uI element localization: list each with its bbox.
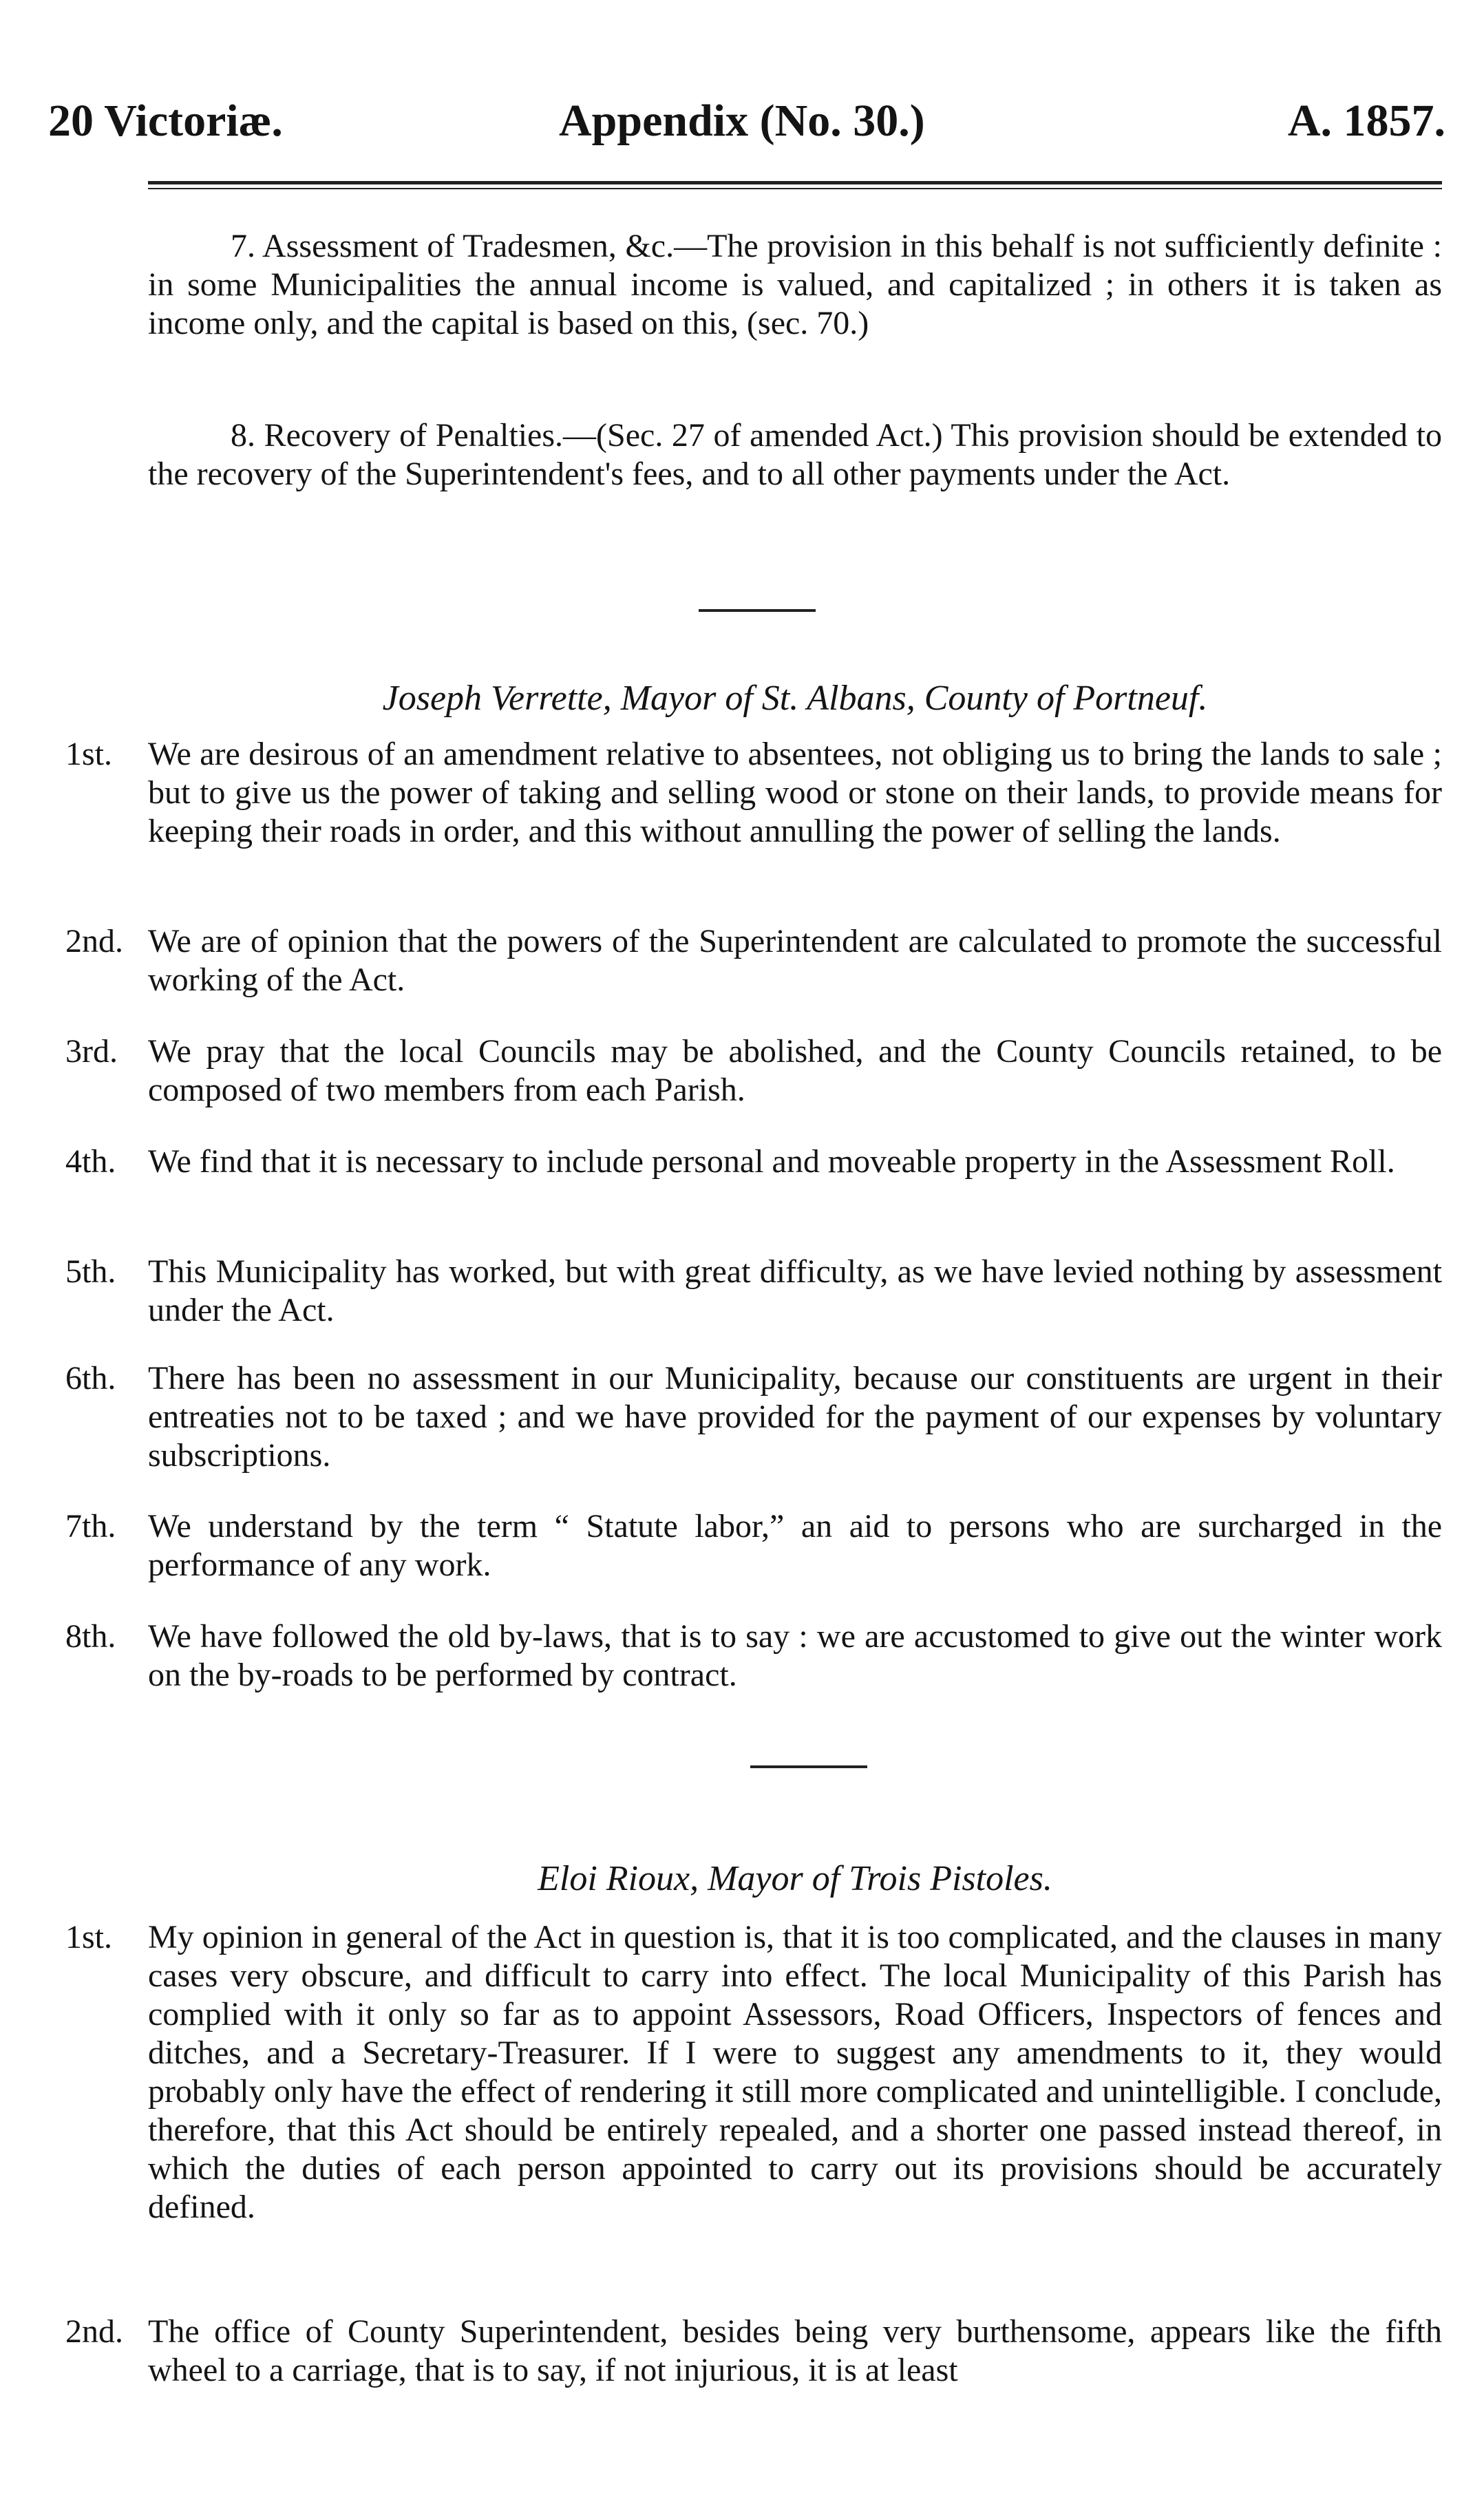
list-item xyxy=(65,1032,1442,1110)
item-text: This Municipality has worked, but with great difficulty, as we have levied nothing by assessment under the Act. xyxy=(148,1253,1442,1328)
list-item xyxy=(65,1617,1442,1695)
item-text: We are of opinion that the powers of the Superintendent are calculated to promote the successful working of the Act. xyxy=(148,923,1442,998)
item-number: 1st. xyxy=(65,736,113,772)
item-number: 6th. xyxy=(65,1360,116,1397)
list-item xyxy=(65,1918,1442,2227)
list-item xyxy=(65,1359,1442,1475)
item-number: 4th. xyxy=(65,1143,116,1180)
item-number: 7th. xyxy=(65,1508,116,1544)
header-rule xyxy=(148,181,1442,189)
paragraph-recovery-penalties: 8. Recovery of Penalties.—(Sec. 27 of amended Act.) This provision should be extended to the recovery of the Superintendent's fees, and to all other payments under the Act. xyxy=(148,417,1442,492)
item-text: My opinion in general of the Act in question is, that it is too complicated, and the clauses in many cases very obscure, and difficult to carry into effect. The local Municipality of this Parish has complied with it only so far as to appoint Assessors, Road Officers, Inspectors of fences and ditches, and a Secretary-Treasurer. If I were to suggest any amendments to it, they would probably only have the effect of rendering it still more complicated and unintelligible. I conclude, therefore, that this Act should be entirely repealed, and a shorter one passed instead thereof, in which the duties of each person appointed to carry out its provisions should be accurately defined. xyxy=(148,1919,1442,2225)
page-header xyxy=(48,95,1445,157)
list-item xyxy=(65,2313,1442,2390)
item-number: 2nd. xyxy=(65,923,123,959)
list-item xyxy=(65,1143,1442,1181)
section-divider xyxy=(699,609,816,612)
list-item xyxy=(65,1253,1442,1330)
item-text: We understand by the term “ Statute labor,” an aid to persons who are surcharged in the performance of any work. xyxy=(148,1508,1442,1583)
item-number: 1st. xyxy=(65,1919,113,1955)
section-heading-rioux: Eloi Rioux, Mayor of Trois Pistoles. xyxy=(538,1859,1052,1898)
list-item xyxy=(65,1507,1442,1584)
paragraph-assessment-tradesmen: 7. Assessment of Tradesmen, &c.—The provision in this behalf is not sufficiently definite : in some Municipalities the annual income is valued, and capitalized ; in others it is taken as income only, and the capital is based on this, (sec. 70.) xyxy=(148,228,1442,341)
item-number: 2nd. xyxy=(65,2313,123,2350)
section-heading-verrette: Joseph Verrette, Mayor of St. Albans, County of Portneuf. xyxy=(382,679,1208,718)
header-session: 20 Victoriæ. xyxy=(48,96,283,146)
item-number: 8th. xyxy=(65,1618,116,1655)
item-number: 5th. xyxy=(65,1253,116,1290)
item-number: 3rd. xyxy=(65,1033,118,1070)
header-year: A. 1857. xyxy=(1287,96,1445,146)
item-text: We have followed the old by-laws, that is to say : we are accustomed to give out the winter work on the by-roads to be performed by contract. xyxy=(148,1618,1442,1693)
list-item xyxy=(65,735,1442,851)
item-text: We pray that the local Councils may be abolished, and the County Councils retained, to be composed of two members from each Parish. xyxy=(148,1033,1442,1108)
item-text: The office of County Superintendent, besides being very burthensome, appears like the fifth wheel to a carriage, that is to say, if not injurious, it is at least xyxy=(148,2313,1442,2388)
list-item xyxy=(65,922,1442,999)
item-text: We find that it is necessary to include personal and moveable property in the Assessment Roll. xyxy=(148,1143,1395,1180)
section-divider xyxy=(750,1765,867,1768)
item-text: We are desirous of an amendment relative to absentees, not obliging us to bring the lands to sale ; but to give us the power of taking and selling wood or stone on their lands, to provide means for keeping their roads in order, and this without annulling the power of selling the lands. xyxy=(148,736,1442,849)
item-text: There has been no assessment in our Municipality, because our constituents are urgent in their entreaties not to be taxed ; and we have provided for the payment of our expenses by voluntary subscriptions. xyxy=(148,1360,1442,1474)
header-appendix: Appendix (No. 30.) xyxy=(559,96,925,146)
